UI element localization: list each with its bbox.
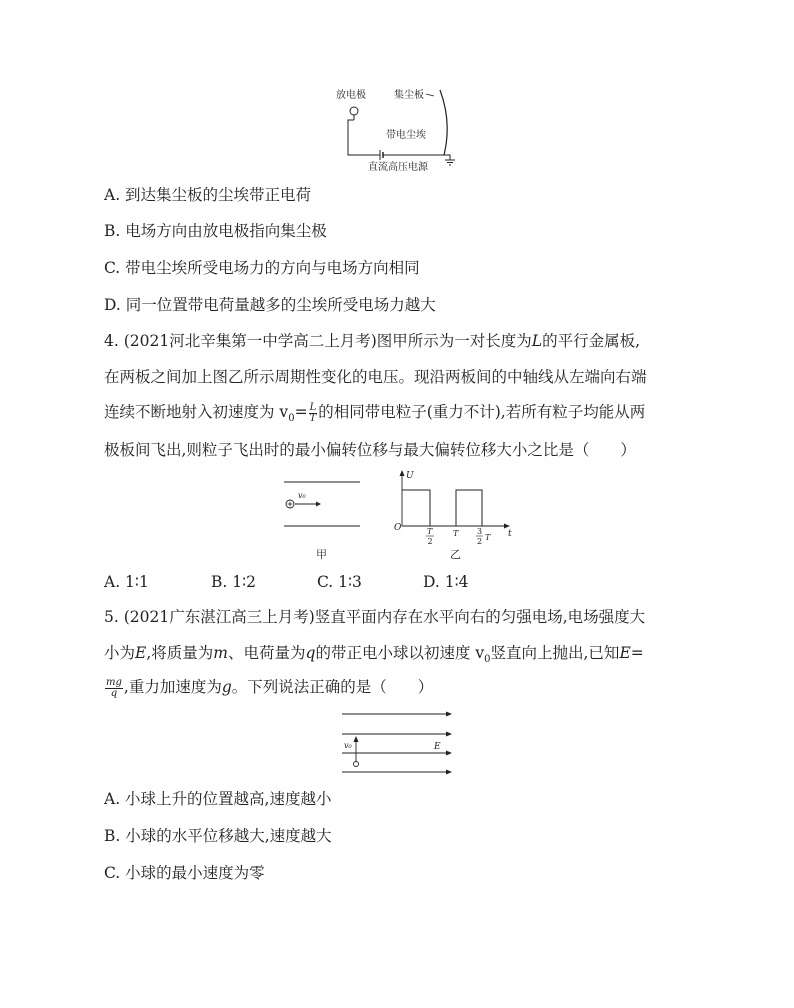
ball [354,762,359,767]
q5-v0-label: v₀ [344,741,352,750]
tick-three-half-den: 2 [477,537,483,546]
figure-a-caption: 甲 [316,548,327,561]
pulse-2 [456,490,482,526]
uniform-field-figure [338,708,462,780]
q5-option-a: A. 小球上升的位置越高,速度越小 [104,790,332,808]
tick-period: T [453,529,459,538]
var-L: L [531,332,543,350]
y-axis-label: U [406,471,414,481]
voltage-waveform-figure [390,468,520,568]
q3-option-c: C. 带电尘埃所受电场力的方向与电场方向相同 [104,259,420,277]
q4-option-b: B. 1∶2 [211,573,257,591]
collecting-plate-curve [440,90,447,155]
dust-collector-figure [330,82,470,174]
q4-stem-line-2: 在两板之间加上图乙所示周期性变化的电压。现沿两板间的中轴线从左端向右端 [104,368,647,386]
origin-label: O [394,523,402,533]
q4-option-c: C. 1∶3 [317,573,362,591]
q5-option-b: B. 小球的水平位移越大,速度越大 [104,827,332,845]
q4-option-a: A. 1∶1 [104,573,149,591]
fraction-mg-over-q: $\frac{mg}{q}$ [106,676,122,699]
tick-half-period-num: T [427,527,433,536]
charged-dust-label: 带电尘埃 [386,130,426,141]
discharge-electrode [350,107,358,115]
q4-stem-line-3: 连续不断地射入初速度为 $v_0=$ $\frac{L}{T}$ 的相同带电粒子(重力不计),若所有粒子均能从两 [104,401,646,425]
q3-option-b: B. 电场方向由放电极指向集尘极 [104,222,327,240]
power-supply-label: 直流高压电源 [368,162,428,173]
tick-three-half-coef: 3 [477,527,483,536]
parallel-plates-figure [280,478,380,564]
q5-stem-line-3: $\frac{mg}{q}$ ,重力加速度为g。下列说法正确的是（ ） [106,676,434,699]
tick-half-period-den: 2 [427,537,433,546]
v0-label: v₀ [298,491,306,500]
q4-option-d: D. 1∶4 [423,573,469,591]
tick-three-half-T: T [485,533,491,542]
q3-option-a: A. 到达集尘板的尘埃带正电荷 [104,186,312,204]
figure-b-caption: 乙 [450,548,461,561]
q5-stem-line-2: 小为E,将质量为m、电荷量为q的带正电小球以初速度 $v_0$竖直向上抛出,已知E= [104,644,644,666]
q5-stem-line-1: 5. (2021广东湛江高三上月考)竖直平面内存在水平向右的匀强电场,电场强度大 [104,608,646,626]
discharge-plate-label: 放电极 [336,90,366,101]
field-e-label: E [434,742,441,752]
q4-stem-line-1: 4. (2021河北辛集第一中学高二上月考)图甲所示为一对长度为L的平行金属板, [104,332,640,350]
q3-option-d: D. 同一位置带电荷量越多的尘埃所受电场力越大 [104,296,436,314]
q5-option-c: C. 小球的最小速度为零 [104,864,265,882]
fraction-L-over-T: $\frac{L}{T}$ [309,401,317,424]
pulse-1 [402,490,430,526]
x-axis-label: t [508,529,512,539]
q4-stem-line-4: 极板间飞出,则粒子飞出时的最小偏转位移与最大偏转位移大小之比是（ ） [104,441,636,459]
collecting-plate-label: 集尘板 [394,90,424,101]
